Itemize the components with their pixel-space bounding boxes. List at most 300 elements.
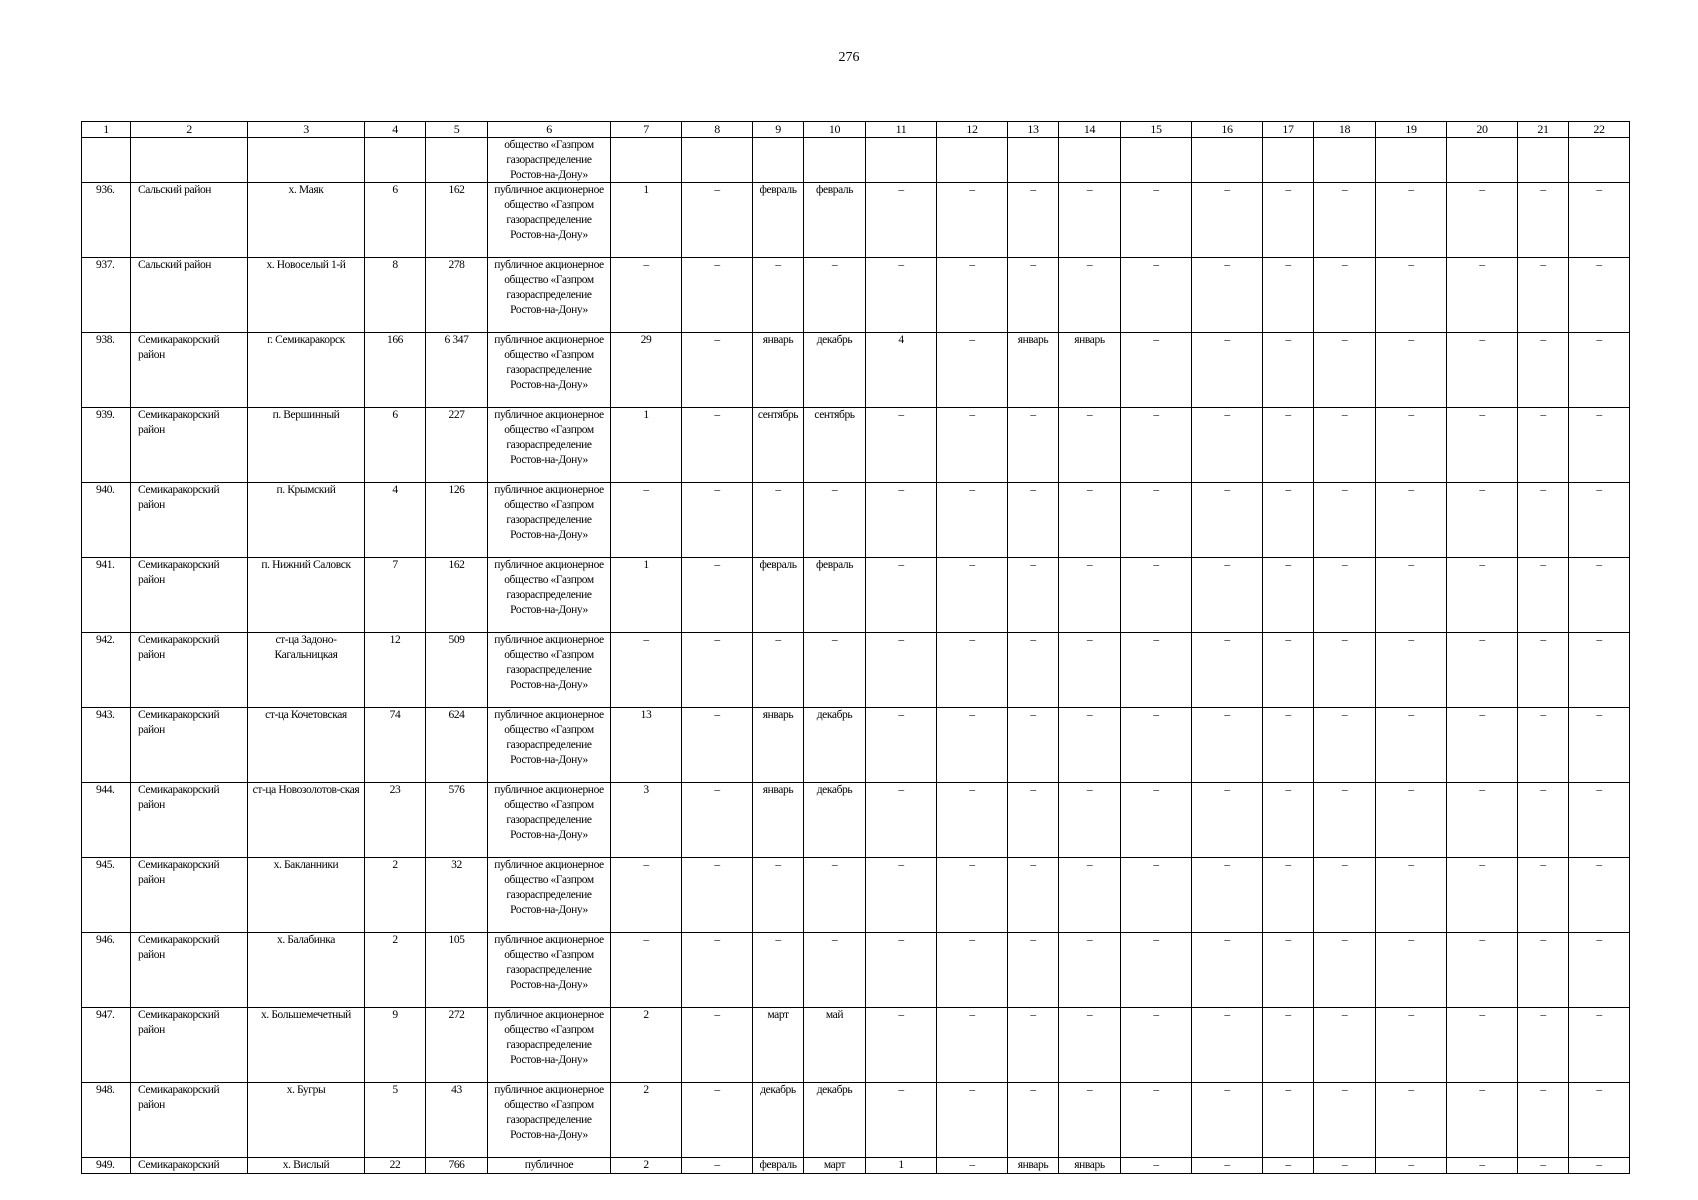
cell-c19: – <box>1376 858 1447 933</box>
cell-c7: 3 <box>611 783 682 858</box>
table-body <box>82 138 1630 1174</box>
cell-district: Семикаракорский район <box>131 633 248 708</box>
cell-c5: 509 <box>426 633 488 708</box>
cell-c19: – <box>1376 708 1447 783</box>
cell-c4: 166 <box>365 333 426 408</box>
cell-c9: март <box>753 1008 804 1083</box>
cell-c8 <box>682 138 753 183</box>
cell-c15: – <box>1121 558 1192 633</box>
column-header: 1 <box>82 122 131 138</box>
cell-district: Семикаракорский <box>131 1158 248 1174</box>
cell-district <box>131 138 248 183</box>
cell-locality: г. Семикаракорск <box>248 333 365 408</box>
continuation-row <box>82 138 1630 183</box>
table-row <box>82 258 1630 333</box>
cell-c12: – <box>937 1083 1008 1158</box>
cell-c15 <box>1121 138 1192 183</box>
cell-c8: – <box>682 708 753 783</box>
cell-c7: – <box>611 633 682 708</box>
cell-c20: – <box>1447 183 1518 258</box>
cell-c10: декабрь <box>804 1083 866 1158</box>
cell-district: Семикаракорский район <box>131 783 248 858</box>
cell-c10: – <box>804 933 866 1008</box>
column-header: 19 <box>1376 122 1447 138</box>
cell-c21: – <box>1518 633 1569 708</box>
cell-c8: – <box>682 483 753 558</box>
cell-c4 <box>365 138 426 183</box>
cell-c15: – <box>1121 258 1192 333</box>
cell-c20: – <box>1447 483 1518 558</box>
column-header: 22 <box>1569 122 1630 138</box>
cell-c8: – <box>682 258 753 333</box>
cell-locality: п. Нижний Саловск <box>248 558 365 633</box>
cell-c20: – <box>1447 1083 1518 1158</box>
cell-locality: ст-ца Кочетовская <box>248 708 365 783</box>
cell-c7: 13 <box>611 708 682 783</box>
table-row <box>82 1158 1630 1174</box>
cell-c4: 23 <box>365 783 426 858</box>
cell-c11: – <box>866 633 937 708</box>
cell-c15: – <box>1121 783 1192 858</box>
table-row <box>82 933 1630 1008</box>
cell-c12: – <box>937 708 1008 783</box>
table-row <box>82 333 1630 408</box>
cell-locality: ст-ца Задоно-Кагальницкая <box>248 633 365 708</box>
cell-locality: х. Балабинка <box>248 933 365 1008</box>
cell-c16: – <box>1192 408 1263 483</box>
cell-c16: – <box>1192 783 1263 858</box>
cell-organization: публичное акционерное общество «Газпром газораспределение Ростов-на-Дону» <box>488 558 611 633</box>
cell-c12: – <box>937 933 1008 1008</box>
cell-c14: – <box>1059 858 1121 933</box>
cell-c17: – <box>1263 1008 1314 1083</box>
cell-c13: – <box>1008 633 1059 708</box>
cell-c15: – <box>1121 333 1192 408</box>
cell-c20: – <box>1447 783 1518 858</box>
cell-c18: – <box>1314 1083 1376 1158</box>
cell-c13: – <box>1008 858 1059 933</box>
cell-c11: – <box>866 858 937 933</box>
cell-c12: – <box>937 858 1008 933</box>
cell-c11: – <box>866 1083 937 1158</box>
cell-c8: – <box>682 558 753 633</box>
cell-c20: – <box>1447 708 1518 783</box>
cell-c7: 2 <box>611 1008 682 1083</box>
table-row <box>82 183 1630 258</box>
cell-num: 939. <box>82 408 131 483</box>
cell-c12: – <box>937 258 1008 333</box>
cell-c10: – <box>804 633 866 708</box>
cell-c7: 2 <box>611 1083 682 1158</box>
column-header: 13 <box>1008 122 1059 138</box>
cell-c13: январь <box>1008 333 1059 408</box>
cell-c15: – <box>1121 708 1192 783</box>
column-header: 8 <box>682 122 753 138</box>
cell-c20: – <box>1447 258 1518 333</box>
cell-c21: – <box>1518 408 1569 483</box>
cell-locality: х. Большемечетный <box>248 1008 365 1083</box>
cell-c9: январь <box>753 783 804 858</box>
cell-c7: 2 <box>611 1158 682 1174</box>
cell-c12: – <box>937 408 1008 483</box>
cell-c17: – <box>1263 858 1314 933</box>
cell-locality <box>248 138 365 183</box>
cell-locality: ст-ца Новозолотов-ская <box>248 783 365 858</box>
cell-num: 949. <box>82 1158 131 1174</box>
cell-organization: публичное акционерное общество «Газпром газораспределение Ростов-на-Дону» <box>488 1008 611 1083</box>
cell-c22: – <box>1569 783 1630 858</box>
table-row <box>82 408 1630 483</box>
column-header: 18 <box>1314 122 1376 138</box>
cell-c10: февраль <box>804 558 866 633</box>
cell-c9: декабрь <box>753 1083 804 1158</box>
cell-num: 942. <box>82 633 131 708</box>
cell-num: 944. <box>82 783 131 858</box>
cell-c22: – <box>1569 633 1630 708</box>
cell-c16: – <box>1192 633 1263 708</box>
cell-c18: – <box>1314 258 1376 333</box>
cell-c20: – <box>1447 333 1518 408</box>
cell-c12: – <box>937 633 1008 708</box>
cell-c21: – <box>1518 333 1569 408</box>
cell-c14: – <box>1059 1083 1121 1158</box>
cell-c14: – <box>1059 708 1121 783</box>
cell-c4: 6 <box>365 183 426 258</box>
cell-c10: февраль <box>804 183 866 258</box>
cell-c9 <box>753 138 804 183</box>
cell-c12: – <box>937 783 1008 858</box>
cell-c18: – <box>1314 933 1376 1008</box>
cell-c9: – <box>753 483 804 558</box>
cell-c11: 1 <box>866 1158 937 1174</box>
cell-c14: январь <box>1059 1158 1121 1174</box>
cell-locality: х. Вислый <box>248 1158 365 1174</box>
cell-organization: публичное акционерное общество «Газпром газораспределение Ростов-на-Дону» <box>488 1083 611 1158</box>
cell-district: Семикаракорский район <box>131 1008 248 1083</box>
table-row <box>82 483 1630 558</box>
cell-c22: – <box>1569 258 1630 333</box>
column-header: 9 <box>753 122 804 138</box>
cell-c17: – <box>1263 333 1314 408</box>
cell-c9: – <box>753 258 804 333</box>
cell-c21: – <box>1518 1158 1569 1174</box>
cell-c9: январь <box>753 708 804 783</box>
column-header: 11 <box>866 122 937 138</box>
cell-organization: публичное акционерное общество «Газпром газораспределение Ростов-на-Дону» <box>488 408 611 483</box>
cell-num: 937. <box>82 258 131 333</box>
cell-c12: – <box>937 483 1008 558</box>
cell-c22: – <box>1569 933 1630 1008</box>
cell-organization: публичное акционерное общество «Газпром газораспределение Ростов-на-Дону» <box>488 183 611 258</box>
cell-c4: 12 <box>365 633 426 708</box>
cell-c13: – <box>1008 1008 1059 1083</box>
cell-c5: 162 <box>426 558 488 633</box>
cell-c21: – <box>1518 183 1569 258</box>
cell-c13: – <box>1008 708 1059 783</box>
cell-c7 <box>611 138 682 183</box>
cell-c16 <box>1192 138 1263 183</box>
cell-locality: х. Маяк <box>248 183 365 258</box>
cell-c20: – <box>1447 858 1518 933</box>
cell-organization: публичное акционерное общество «Газпром газораспределение Ростов-на-Дону» <box>488 483 611 558</box>
cell-district: Семикаракорский район <box>131 333 248 408</box>
cell-c21: – <box>1518 708 1569 783</box>
cell-c18: – <box>1314 633 1376 708</box>
cell-c10: сентябрь <box>804 408 866 483</box>
cell-locality: х. Новоселый 1-й <box>248 258 365 333</box>
cell-c8: – <box>682 1158 753 1174</box>
table-row <box>82 1083 1630 1158</box>
cell-c16: – <box>1192 858 1263 933</box>
cell-c18: – <box>1314 858 1376 933</box>
cell-organization: публичное акционерное общество «Газпром газораспределение Ростов-на-Дону» <box>488 258 611 333</box>
cell-district: Семикаракорский район <box>131 1083 248 1158</box>
cell-c8: – <box>682 933 753 1008</box>
cell-c8: – <box>682 408 753 483</box>
cell-c12 <box>937 138 1008 183</box>
cell-c5: 6 347 <box>426 333 488 408</box>
cell-c17: – <box>1263 933 1314 1008</box>
cell-c13: – <box>1008 483 1059 558</box>
cell-num: 940. <box>82 483 131 558</box>
cell-district: Семикаракорский район <box>131 708 248 783</box>
cell-c21: – <box>1518 1083 1569 1158</box>
cell-c11: – <box>866 558 937 633</box>
cell-c18: – <box>1314 333 1376 408</box>
cell-locality: х. Бакланники <box>248 858 365 933</box>
cell-c14: – <box>1059 633 1121 708</box>
cell-c22: – <box>1569 483 1630 558</box>
cell-c5: 272 <box>426 1008 488 1083</box>
column-header: 3 <box>248 122 365 138</box>
cell-c14: – <box>1059 258 1121 333</box>
cell-c5: 278 <box>426 258 488 333</box>
cell-c19: – <box>1376 1008 1447 1083</box>
cell-c19: – <box>1376 183 1447 258</box>
cell-c7: – <box>611 858 682 933</box>
column-header: 4 <box>365 122 426 138</box>
cell-c11 <box>866 138 937 183</box>
cell-c5: 32 <box>426 858 488 933</box>
cell-c13: – <box>1008 1083 1059 1158</box>
cell-c16: – <box>1192 1083 1263 1158</box>
column-header: 17 <box>1263 122 1314 138</box>
cell-c13: – <box>1008 558 1059 633</box>
cell-c10: – <box>804 258 866 333</box>
cell-organization: публичное акционерное общество «Газпром газораспределение Ростов-на-Дону» <box>488 708 611 783</box>
cell-num: 941. <box>82 558 131 633</box>
cell-c4: 74 <box>365 708 426 783</box>
table-row <box>82 708 1630 783</box>
cell-c11: 4 <box>866 333 937 408</box>
cell-c10: декабрь <box>804 333 866 408</box>
column-header: 10 <box>804 122 866 138</box>
cell-c9: февраль <box>753 1158 804 1174</box>
cell-c8: – <box>682 1083 753 1158</box>
cell-c12: – <box>937 1158 1008 1174</box>
cell-c18: – <box>1314 183 1376 258</box>
cell-c8: – <box>682 858 753 933</box>
cell-c17: – <box>1263 1158 1314 1174</box>
cell-c14: – <box>1059 783 1121 858</box>
cell-organization: публичное акционерное общество «Газпром газораспределение Ростов-на-Дону» <box>488 633 611 708</box>
cell-c17 <box>1263 138 1314 183</box>
column-header: 5 <box>426 122 488 138</box>
cell-c7: – <box>611 933 682 1008</box>
cell-c12: – <box>937 183 1008 258</box>
cell-c5: 624 <box>426 708 488 783</box>
cell-c19: – <box>1376 933 1447 1008</box>
cell-c8: – <box>682 1008 753 1083</box>
cell-c16: – <box>1192 1008 1263 1083</box>
cell-c10: март <box>804 1158 866 1174</box>
cell-c20: – <box>1447 933 1518 1008</box>
cell-c5: 105 <box>426 933 488 1008</box>
table-row <box>82 1008 1630 1083</box>
cell-c17: – <box>1263 1083 1314 1158</box>
column-header: 12 <box>937 122 1008 138</box>
cell-c8: – <box>682 333 753 408</box>
cell-c9: февраль <box>753 183 804 258</box>
cell-c17: – <box>1263 408 1314 483</box>
table-row <box>82 783 1630 858</box>
cell-c12: – <box>937 558 1008 633</box>
cell-c13: – <box>1008 783 1059 858</box>
cell-c16: – <box>1192 1158 1263 1174</box>
cell-district: Семикаракорский район <box>131 483 248 558</box>
cell-c20: – <box>1447 558 1518 633</box>
cell-c15: – <box>1121 1083 1192 1158</box>
cell-c15: – <box>1121 1158 1192 1174</box>
cell-c18: – <box>1314 783 1376 858</box>
cell-c19: – <box>1376 558 1447 633</box>
cell-c14: – <box>1059 408 1121 483</box>
cell-c7: – <box>611 483 682 558</box>
table-row <box>82 558 1630 633</box>
cell-c4: 7 <box>365 558 426 633</box>
cell-c18 <box>1314 138 1376 183</box>
cell-locality: п. Вершинный <box>248 408 365 483</box>
cell-c16: – <box>1192 183 1263 258</box>
cell-c22: – <box>1569 183 1630 258</box>
cell-c5: 766 <box>426 1158 488 1174</box>
cell-num: 947. <box>82 1008 131 1083</box>
cell-c7: – <box>611 258 682 333</box>
cell-c5 <box>426 138 488 183</box>
cell-c13: – <box>1008 183 1059 258</box>
cell-c17: – <box>1263 558 1314 633</box>
cell-c11: – <box>866 1008 937 1083</box>
cell-c22: – <box>1569 708 1630 783</box>
cell-c9: – <box>753 858 804 933</box>
cell-organization: публичное акционерное общество «Газпром газораспределение Ростов-на-Дону» <box>488 783 611 858</box>
column-header: 15 <box>1121 122 1192 138</box>
cell-c19: – <box>1376 483 1447 558</box>
cell-c16: – <box>1192 483 1263 558</box>
cell-c4: 9 <box>365 1008 426 1083</box>
cell-c15: – <box>1121 408 1192 483</box>
cell-district: Сальский район <box>131 258 248 333</box>
cell-c19: – <box>1376 783 1447 858</box>
cell-c16: – <box>1192 258 1263 333</box>
cell-c15: – <box>1121 483 1192 558</box>
cell-c14: – <box>1059 1008 1121 1083</box>
cell-c11: – <box>866 408 937 483</box>
cell-c10: – <box>804 858 866 933</box>
cell-locality: п. Крымский <box>248 483 365 558</box>
cell-c18: – <box>1314 408 1376 483</box>
cell-c20 <box>1447 138 1518 183</box>
cell-c9: февраль <box>753 558 804 633</box>
cell-c11: – <box>866 183 937 258</box>
cell-c21: – <box>1518 933 1569 1008</box>
cell-c13: – <box>1008 933 1059 1008</box>
cell-c19: – <box>1376 258 1447 333</box>
cell-c11: – <box>866 258 937 333</box>
cell-num: 948. <box>82 1083 131 1158</box>
cell-c22: – <box>1569 408 1630 483</box>
cell-c18: – <box>1314 1008 1376 1083</box>
cell-c20: – <box>1447 633 1518 708</box>
cell-c13 <box>1008 138 1059 183</box>
cell-c21 <box>1518 138 1569 183</box>
cell-c19: – <box>1376 408 1447 483</box>
cell-locality: х. Бугры <box>248 1083 365 1158</box>
cell-c19: – <box>1376 1158 1447 1174</box>
cell-organization: публичное акционерное общество «Газпром газораспределение Ростов-на-Дону» <box>488 858 611 933</box>
cell-c5: 576 <box>426 783 488 858</box>
cell-c20: – <box>1447 408 1518 483</box>
cell-c20: – <box>1447 1158 1518 1174</box>
cell-organization: публичное <box>488 1158 611 1174</box>
cell-c13: – <box>1008 258 1059 333</box>
cell-c21: – <box>1518 258 1569 333</box>
cell-c17: – <box>1263 183 1314 258</box>
cell-c21: – <box>1518 483 1569 558</box>
cell-c11: – <box>866 708 937 783</box>
cell-organization: общество «Газпром газораспределение Ростов-на-Дону» <box>488 138 611 183</box>
table-row <box>82 633 1630 708</box>
cell-c4: 6 <box>365 408 426 483</box>
register-table <box>81 121 1630 1174</box>
cell-c8: – <box>682 183 753 258</box>
cell-c18: – <box>1314 483 1376 558</box>
cell-c21: – <box>1518 858 1569 933</box>
cell-c11: – <box>866 483 937 558</box>
page-number: 276 <box>838 50 860 65</box>
cell-c7: 29 <box>611 333 682 408</box>
cell-c22: – <box>1569 558 1630 633</box>
cell-c5: 126 <box>426 483 488 558</box>
cell-c17: – <box>1263 258 1314 333</box>
cell-c15: – <box>1121 633 1192 708</box>
column-header: 14 <box>1059 122 1121 138</box>
cell-c5: 43 <box>426 1083 488 1158</box>
cell-num: 936. <box>82 183 131 258</box>
cell-c10 <box>804 138 866 183</box>
cell-c4: 22 <box>365 1158 426 1174</box>
cell-organization: публичное акционерное общество «Газпром газораспределение Ростов-на-Дону» <box>488 333 611 408</box>
cell-c14: январь <box>1059 333 1121 408</box>
cell-c22: – <box>1569 333 1630 408</box>
column-number-row <box>82 122 1630 138</box>
cell-c19: – <box>1376 633 1447 708</box>
cell-c19: – <box>1376 1083 1447 1158</box>
cell-c18: – <box>1314 1158 1376 1174</box>
cell-c5: 227 <box>426 408 488 483</box>
cell-c8: – <box>682 633 753 708</box>
cell-c11: – <box>866 933 937 1008</box>
